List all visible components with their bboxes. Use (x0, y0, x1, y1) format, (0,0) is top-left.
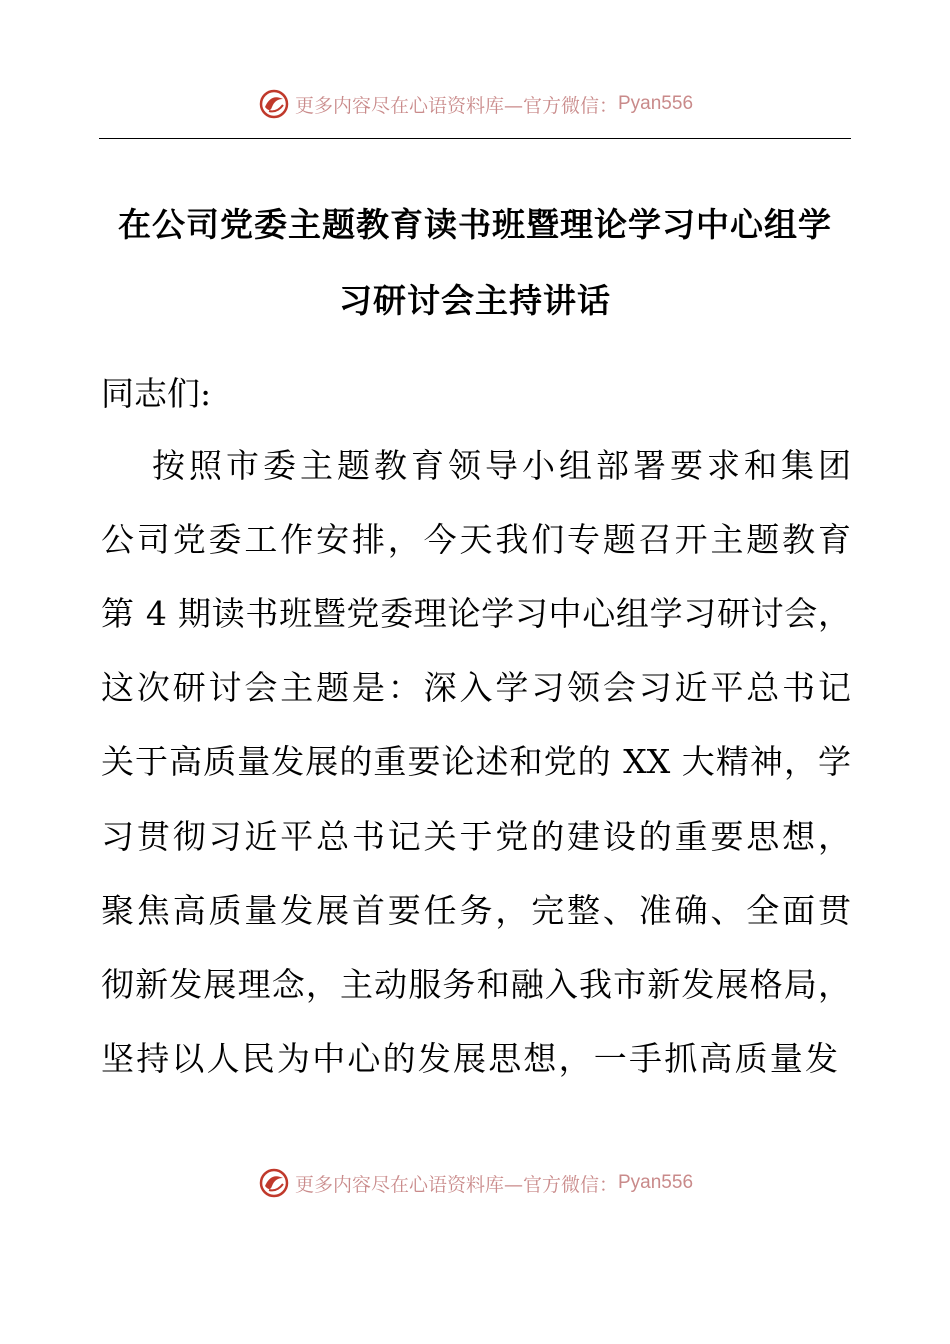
paragraph-line: 坚持以人民为中心的发展思想，一手抓高质量发 (101, 1039, 841, 1078)
header-divider (99, 138, 851, 139)
paragraph-line: 习贯彻习近平总书记关于党的建设的重要思想， (101, 817, 851, 856)
banner-text: 更多内容尽在心语资料库—官方微信： (294, 1173, 618, 1196)
document-title-line-2: 习研讨会主持讲话 (339, 281, 611, 320)
banner-wechat-id: Pyan556 (618, 1172, 694, 1193)
paragraph-line: 公司党委工作安排，今天我们专题召开主题教育 (101, 520, 851, 559)
red-swirl-logo-icon (257, 1166, 291, 1200)
salutation: 同志们: (101, 374, 212, 413)
paragraph-line: 第 4 期读书班暨党委理论学习中心组学习研讨会， (101, 594, 851, 633)
red-swirl-logo-icon (257, 87, 291, 121)
paragraph-line: 关于高质量发展的重要论述和党的 XX 大精神，学 (101, 742, 851, 781)
paragraph-line: 这次研讨会主题是：深入学习领会习近平总书记 (101, 668, 851, 707)
footer-watermark-banner (0, 1163, 950, 1203)
header-watermark-banner (0, 84, 950, 124)
document-title-line-1: 在公司党委主题教育读书班暨理论学习中心组学 (118, 205, 832, 244)
paragraph-line: 按照市委主题教育领导小组部署要求和集团 (152, 446, 851, 485)
paragraph-line: 彻新发展理念，主动服务和融入我市新发展格局， (101, 965, 851, 1004)
banner-wechat-id: Pyan556 (618, 93, 694, 114)
paragraph-line: 聚焦高质量发展首要任务，完整、准确、全面贯 (101, 891, 851, 930)
banner-text: 更多内容尽在心语资料库—官方微信： (294, 94, 618, 117)
